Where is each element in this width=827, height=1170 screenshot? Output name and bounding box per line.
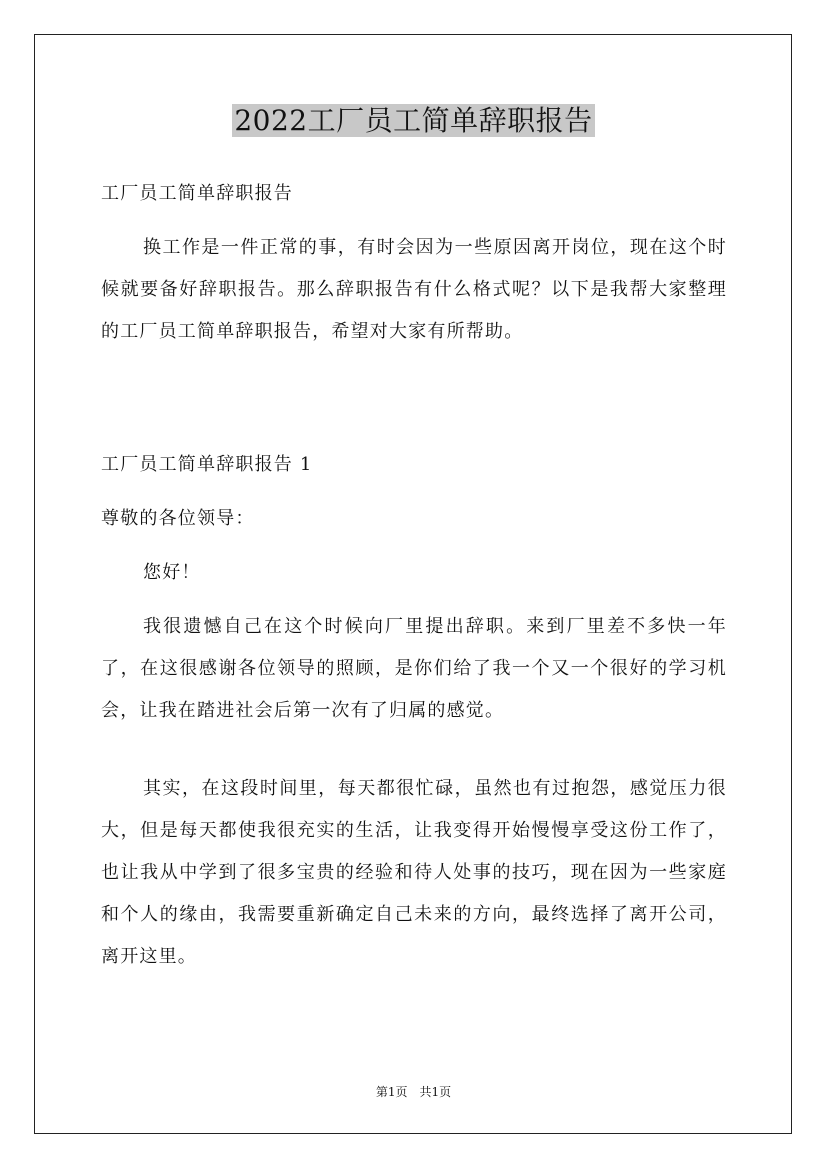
salutation: 尊敬的各位领导： — [101, 508, 255, 529]
intro-paragraph: 换工作是一件正常的事，有时会因为一些原因离开岗位，现在这个时候就要备好辞职报告。那么辞职报告有什么格式呢？以下是我帮大家整理的工厂员工简单辞职报告，希望对大家有所帮助。 — [101, 237, 727, 342]
document-subtitle: 工厂员工简单辞职报告 — [101, 183, 293, 204]
document-title: 2022工厂员工简单辞职报告 — [234, 104, 593, 137]
page-number: 第1页 共1页 — [375, 1085, 452, 1099]
section-heading: 工厂员工简单辞职报告 1 — [101, 454, 313, 475]
body-paragraph-2: 其实，在这段时间里，每天都很忙碌，虽然也有过抱怨，感觉压力很大，但是每天都使我很充实的生活，让我变得开始慢慢享受这份工作了，也让我从中学到了很多宝贵的经验和待人处事的技巧，现在因为一些家庭和个人的缘由，我需要重新确定自己未来的方向，最终选择了离开公司，离开这里。 — [101, 778, 727, 967]
document-title-wrapper — [0, 101, 827, 141]
greeting: 您好！ — [143, 562, 201, 583]
body-paragraph-1: 我很遗憾自己在这个时候向厂里提出辞职。来到厂里差不多快一年了，在这很感谢各位领导的照顾，是你们给了我一个又一个很好的学习机会，让我在踏进社会后第一次有了归属的感觉。 — [101, 616, 727, 721]
